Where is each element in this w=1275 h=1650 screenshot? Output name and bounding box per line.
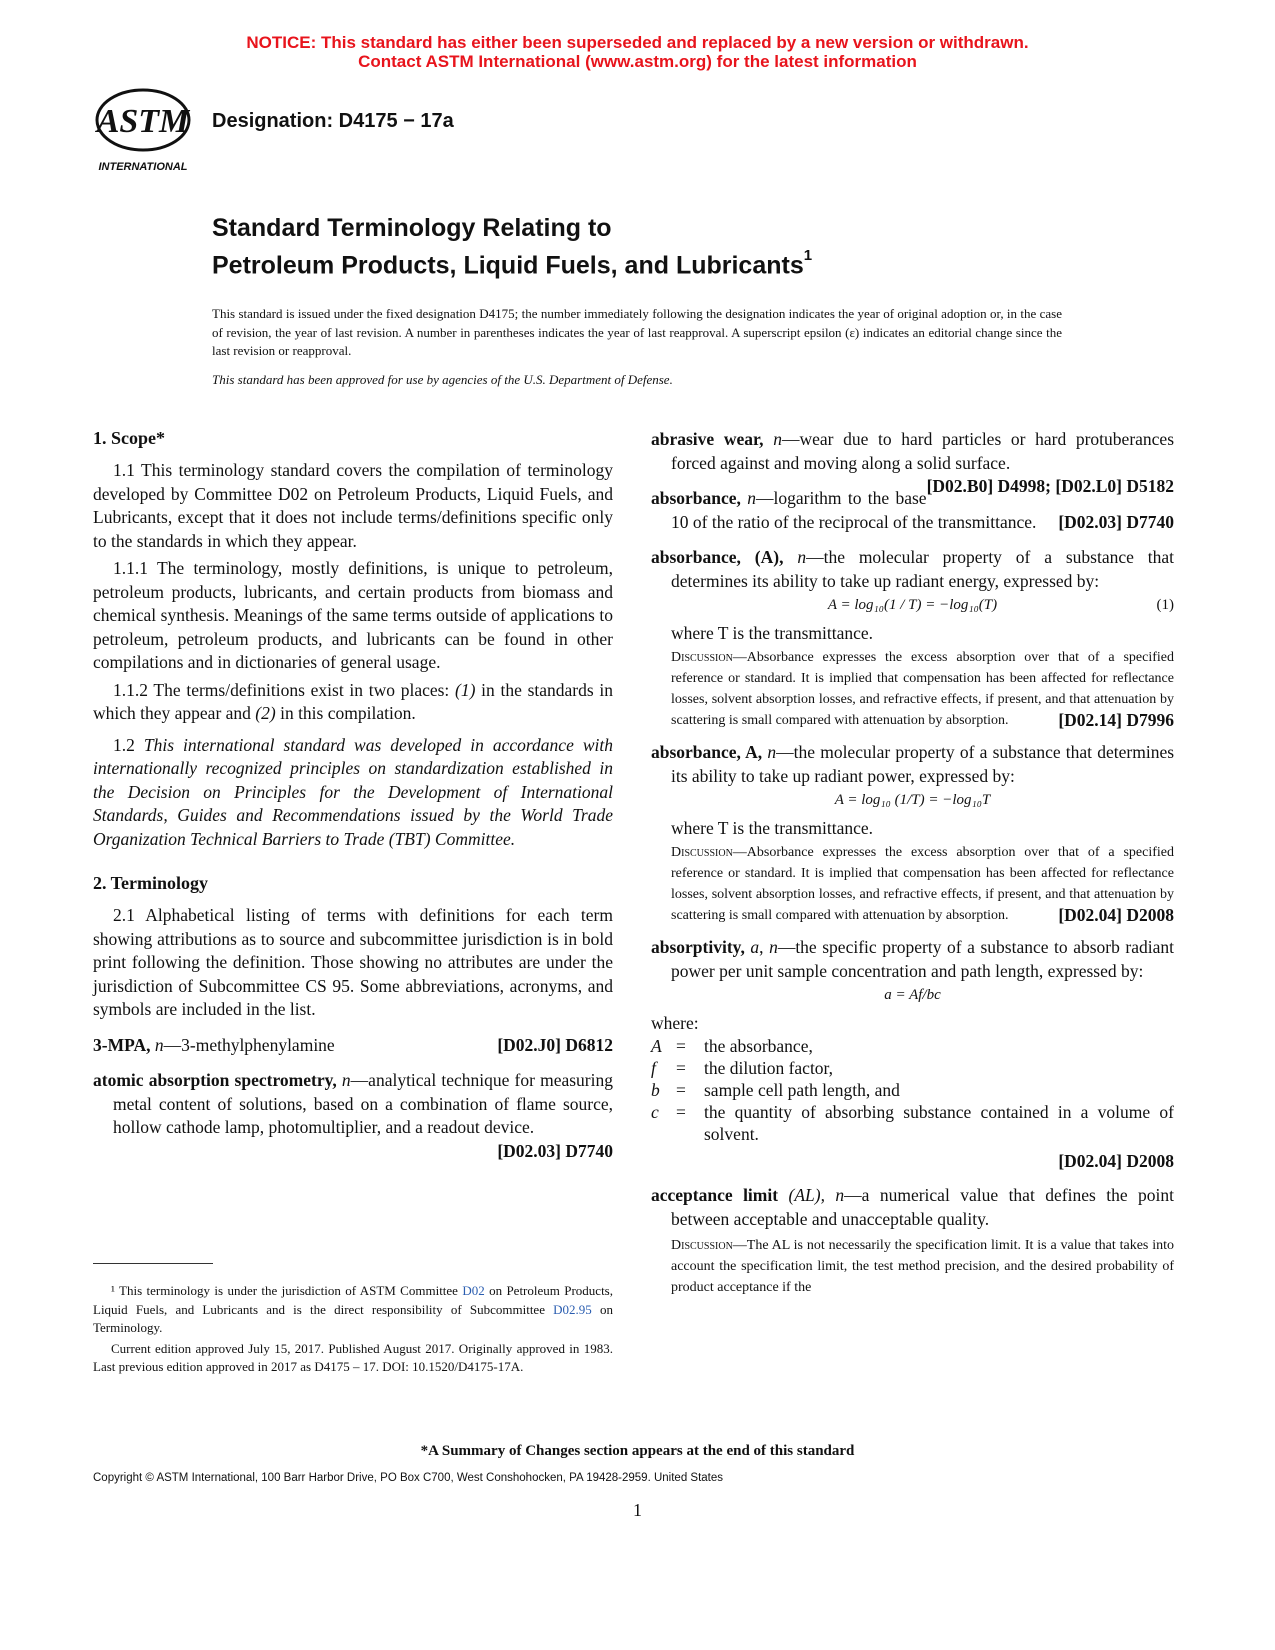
term-pos: n (835, 1185, 845, 1205)
term-ref: [D02.04] D2008 (1058, 905, 1174, 925)
term-def: —analytical technique for measuring metal content of solutions, based on a combination of flame source, hollow cathode lamp, photomultiplier, and a readout device. (113, 1070, 613, 1137)
summary-note: *A Summary of Changes section appears at the end of this standard (420, 1443, 855, 1459)
discussion-text: —The AL is not necessarily the specification limit. It is a value that takes into account the specification limit, the test method precision, and the desired probability of product acceptance if the (671, 1238, 1174, 1295)
designation: Designation: D4175 − 17a (212, 110, 454, 132)
discussion-2 (671, 842, 1174, 926)
para-text: (1) (455, 679, 476, 700)
where-def: sample cell path length, and (704, 1080, 900, 1100)
para-1-1: 1.1 This terminology standard covers the compilation of terminology developed by Committee D02 on Petroleum Products, Liquid Fuels, and Lubricants, except that it does not include terms/definitions specific only to the standards in which they appear. (93, 460, 613, 551)
where-equals: = (676, 1080, 686, 1100)
discussion-label: Discussion (671, 650, 733, 665)
discussion-label: Discussion (671, 845, 733, 860)
where-label: where: (651, 1013, 699, 1033)
para-1-2 (93, 734, 613, 852)
where-equals: = (676, 1058, 686, 1078)
term-name: absorbance, (651, 488, 741, 508)
equation-text: a = Af/bc (884, 987, 941, 1003)
footnotes (93, 1282, 613, 1379)
where-symbol: f (651, 1058, 656, 1078)
title-line-1: Standard Terminology Relating to (212, 214, 612, 242)
where-equals: = (676, 1036, 686, 1056)
term-ref: [D02.B0] D4998; [D02.L0] D5182 (926, 476, 1174, 496)
where-symbol: c (651, 1102, 659, 1122)
scope-heading: 1. Scope* (93, 428, 165, 448)
notice-banner (0, 33, 1275, 71)
title-line-2: Petroleum Products, Liquid Fuels, and Lubricants (212, 251, 804, 280)
issue-note: This standard is issued under the fixed designation D4175; the number immediately following the designation indicates the year of original adoption or, in the case of revision, the year of last revision. A number in parentheses indicates the year of last reapproval. A superscript epsilon (ε) indicates an editorial change since the last revision or reapproval. (212, 306, 1062, 358)
para-text: in this compilation. (275, 703, 416, 723)
where-def: the dilution factor, (704, 1058, 834, 1078)
term-symbol: a (750, 937, 760, 957)
para-text: (2) (255, 703, 276, 723)
page-title (212, 212, 812, 281)
equation-number: (1) (1156, 597, 1174, 613)
term-ref: [D02.04] D2008 (1058, 1151, 1174, 1171)
where-text: where T is the transmittance. (671, 623, 874, 643)
term-def: —the molecular property of a substance that determines its ability to take up radiant energy, expressed by: (671, 547, 1174, 591)
term-ref: [D02.03] D7740 (497, 1140, 613, 1161)
where-row (651, 1057, 1174, 1079)
where-row (651, 1101, 1174, 1145)
equation-3 (651, 987, 1174, 1004)
where-equals: = (676, 1102, 686, 1122)
term-def: —the specific property of a substance to absorb radiant power per unit sample concentration and path length, expressed by: (671, 937, 1174, 981)
term-pos: n (154, 1034, 164, 1055)
terminology-heading: 2. Terminology (93, 873, 209, 893)
where-text: where T is the transmittance. (671, 818, 874, 838)
term-name: absorbance, (A), (651, 547, 784, 567)
term-entry (93, 1034, 613, 1058)
term-name: abrasive wear, (651, 429, 764, 449)
para-num: 1.2 (113, 734, 144, 755)
term-ref: [D02.03] D7740 (1058, 511, 1174, 532)
term-def: —3-methylphenylamine (163, 1034, 335, 1055)
para-text: 1.1.2 The terms/definitions exist in two places: (113, 679, 456, 700)
copyright: Copyright © ASTM International, 100 Barr Harbor Drive, PO Box C700, West Conshohocken, PA 19428-2959. United States (93, 1472, 724, 1484)
page-number: 1 (633, 1500, 642, 1520)
footnote-text: on Terminology. (93, 1301, 614, 1335)
term-name: atomic absorption spectrometry, (93, 1070, 337, 1090)
para-text: in the standards in which they appear and (93, 679, 613, 723)
equation-1 (651, 597, 1174, 614)
where-symbol: b (651, 1080, 660, 1100)
where-row (651, 1035, 1174, 1057)
para-text: This international standard was developed in accordance with internationally recognized principles on standardization established in the Decision on Principles for the Development of International Standards, Guides and Recommendations issued by the World Trade Organization Technical Barriers to Trade (TBT) Committee. (93, 734, 614, 849)
discussion-1 (671, 647, 1174, 731)
term-pos: n (747, 488, 756, 508)
term-absorbance-2 (651, 546, 1174, 593)
footnote-1 (93, 1282, 613, 1338)
discussion-text: —Absorbance expresses the excess absorption over that of a specified reference or standard. It is implied that compensation has been affected for reflectance losses, solvent absorption losses, and refractive effects, if present, and that attenuation by scattering is small compared with attenuation by absorption. (671, 845, 1174, 923)
term-absorbance-3 (651, 741, 1174, 788)
logo-text: ASTM (96, 103, 190, 140)
link-d02-95[interactable]: D02.95 (553, 1301, 592, 1317)
term-ref: [D02.J0] D6812 (497, 1034, 613, 1055)
term-name: absorbance, A, (651, 742, 763, 762)
term-name: acceptance limit (651, 1185, 779, 1205)
where-def: the quantity of absorbing substance contained in a volume of solvent. (704, 1102, 1174, 1144)
equation-text: A = log₁₀(1 / T) = −log₁₀(T) (827, 597, 998, 613)
term-pos: n (767, 742, 777, 762)
para-1-1-1: 1.1.1 The terminology, mostly definitions, is unique to petroleum, petroleum products, lubricants, and certain products from biomass and chemical synthesis. Meanings of the same terms outside of applications to petroleum, petroleum products, and lubricants can be found in other compilations and in dictionaries of general usage. (93, 558, 613, 672)
footnote-divider (93, 1263, 213, 1264)
term-pos: n (769, 937, 778, 957)
term-name: absorptivity, (651, 937, 745, 957)
discussion-text: —Absorbance expresses the excess absorption over that of a specified reference or standard. It is implied that compensation has been affected for reflectance losses, solvent absorption losses, and refractive effects, if present, and that attenuation by scattering is small compared with attenuation by absorption. (671, 650, 1174, 728)
term-abrasive-wear (651, 428, 1175, 496)
left-column (93, 428, 613, 1163)
para-1-1-2 (93, 679, 613, 726)
term-pos: n (341, 1070, 351, 1090)
notice-line-1: NOTICE: This standard has either been superseded and replaced by a new version or withdrawn. (246, 33, 1029, 52)
astm-logo (93, 84, 195, 174)
discussion-3 (671, 1235, 1174, 1298)
footnote-2: Current edition approved July 15, 2017. Published August 2017. Originally approved in 1983. Last previous edition approved in 2017 as D4175 – 17. DOI: 10.1520/D4175-17A. (93, 1340, 613, 1374)
term-def: —the molecular property of a substance that determines its ability to take up radiant power, expressed by: (671, 742, 1175, 786)
term-abbr: (AL), (788, 1185, 825, 1205)
where-row (651, 1079, 1174, 1101)
term-entry (93, 1069, 613, 1161)
where-symbol: A (651, 1036, 662, 1056)
para-2-1: 2.1 Alphabetical listing of terms with definitions for each term showing attributions as to source and subcommittee jurisdiction is in bold print following the definition. Those showing no attributes are under the jurisdiction of Subcommittee CS 95. Some abbreviations, acronyms, and symbols are included in the list. (93, 905, 613, 1019)
equation-text: A = log₁₀ (1/T) = −log₁₀T (834, 792, 991, 808)
notice-line-2: Contact ASTM International (www.astm.org) for the latest information (358, 52, 917, 71)
link-d02[interactable]: D02 (462, 1283, 485, 1298)
approved-note: This standard has been approved for use by agencies of the U.S. Department of Defense. (212, 372, 673, 387)
discussion-label: Discussion (671, 1238, 733, 1253)
footnote-text: ¹ This terminology is under the jurisdiction of ASTM Committee (111, 1283, 463, 1298)
logo-subtext: INTERNATIONAL (98, 161, 188, 173)
title-footnote-mark: 1 (803, 247, 813, 264)
equation-2 (651, 792, 1174, 809)
term-pos: n (773, 429, 782, 449)
where-def: the absorbance, (704, 1036, 813, 1056)
term-absorptivity: absorptivity, a, n—the specific property of a substance to absorb radiant power per unit sample concentration and path length, expressed by: (651, 937, 1174, 981)
term-def: —wear due to hard particles or hard protuberances forced against and moving along a solid surface. (671, 429, 1175, 473)
term-name: 3-MPA, (93, 1034, 151, 1055)
term-pos: n (797, 547, 807, 567)
term-ref: [D02.14] D7996 (1058, 710, 1174, 730)
right-column (651, 428, 1174, 1308)
footnote-text: on Petroleum Products, Liquid Fuels, and Lubricants and is the direct responsibility of Subcommittee (93, 1283, 613, 1317)
term-def: —a numerical value that defines the point between acceptable and unacceptable quality. (671, 1185, 1175, 1229)
term-acceptance-limit (651, 1184, 1174, 1231)
term-def: —logarithm to the base 10 of the ratio of the reciprocal of the transmittance. (671, 488, 1037, 532)
